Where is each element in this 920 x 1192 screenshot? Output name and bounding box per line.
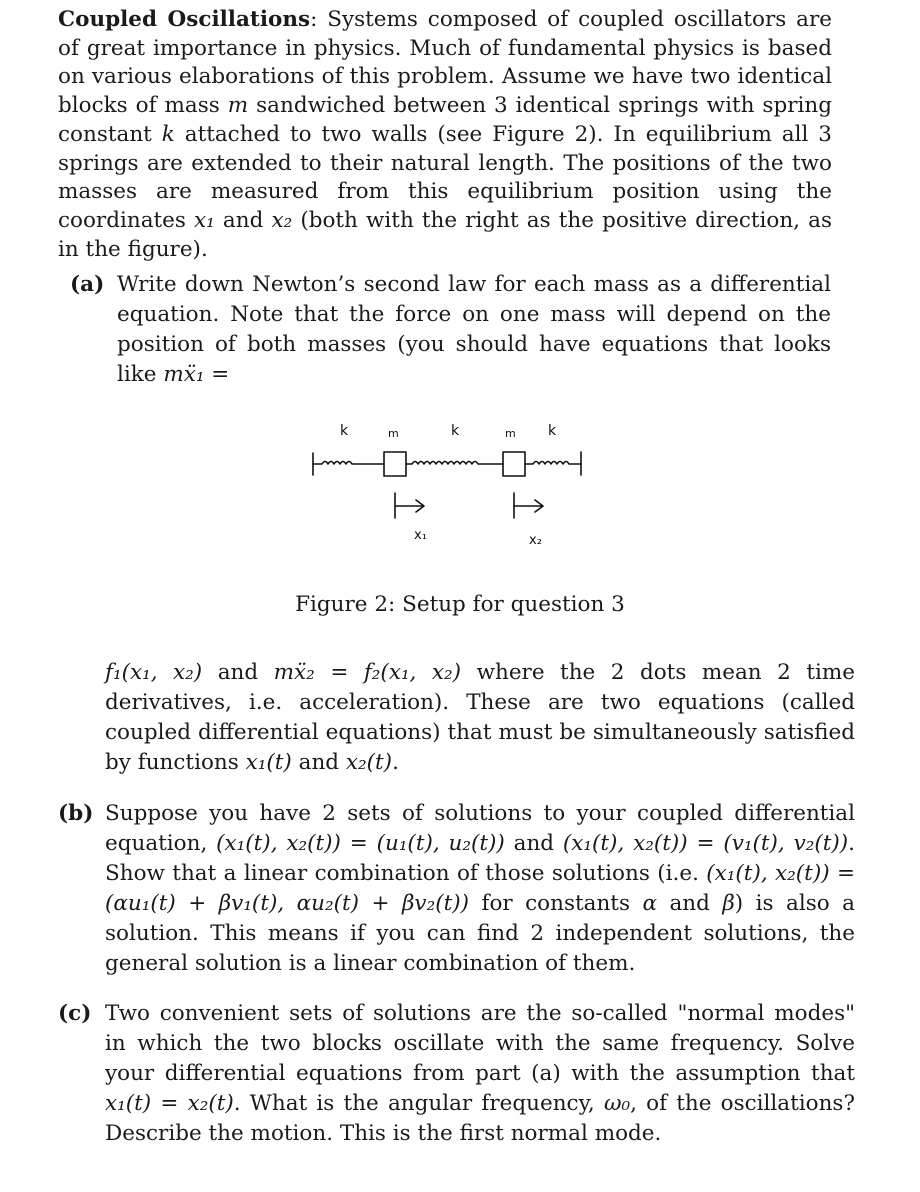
part-b-body: for constants xyxy=(469,891,643,916)
spring-2 xyxy=(406,462,503,465)
part-c-text xyxy=(105,999,855,1149)
block-1 xyxy=(384,452,406,476)
label-x1: x₁ xyxy=(414,528,427,543)
label-m2: m xyxy=(505,427,516,440)
part-b-label: (b) xyxy=(58,801,94,826)
math-x2t: x₂(t) xyxy=(345,750,393,775)
intro-text: (both with the right as the positive direction, as in the figure). xyxy=(58,207,832,262)
part-b-body: ) is also a solution. This means if you can find 2 independent solutions, the general solution is a linear combination of them. xyxy=(105,891,855,976)
math-x1: x₁ xyxy=(194,207,215,233)
part-a-label: (a) xyxy=(70,272,105,297)
math-normal-mode-condition: x₁(t) = x₂(t) xyxy=(105,1091,234,1116)
math-beta: β xyxy=(722,891,735,916)
part-a-text xyxy=(117,270,831,390)
label-m1: m xyxy=(388,427,399,440)
math-x1t: x₁(t) xyxy=(245,750,292,775)
block-2 xyxy=(503,452,525,476)
math-x2: x₂ xyxy=(271,207,293,233)
part-a-body: and xyxy=(291,750,346,775)
section-title: Coupled Oscillations xyxy=(58,7,311,32)
part-c-body: . What is the angular frequency, xyxy=(233,1091,604,1116)
part-b-body: Suppose you have 2 sets of solutions to your coupled differential equation, xyxy=(105,801,855,856)
math-solution-u: (x₁(t), x₂(t)) = (u₁(t), u₂(t)) xyxy=(216,831,505,856)
math-linear-combination: (x₁(t), x₂(t)) = (αu₁(t) + βv₁(t), αu₂(t) + βv₂(t)) xyxy=(105,861,855,916)
intro-text: sandwiched between 3 identical springs with spring constant xyxy=(58,93,832,147)
intro-text: attached to two walls (see Figure 2). In equilibrium all 3 springs are extended to their natural length. The positions of the two masses are measured from this equilibrium position using the coordinates xyxy=(58,121,832,233)
part-a-body: and xyxy=(202,660,274,685)
spring-3 xyxy=(525,462,581,465)
label-k3: k xyxy=(548,423,557,439)
math-k: k xyxy=(161,121,175,147)
part-b-body: and xyxy=(656,891,723,916)
part-a-body: Write down Newton’s second law for each mass as a differential equation. Note that the force on one mass will depend on the position of both masses (you should have equations that looks like xyxy=(117,272,831,387)
math-omega0: ω₀ xyxy=(603,1091,631,1116)
label-k1: k xyxy=(340,423,349,439)
x1-arrow-icon xyxy=(395,500,424,512)
label-x2: x₂ xyxy=(529,533,542,548)
part-a-body: . xyxy=(392,750,399,775)
math-eq2: mẍ₂ = f₂(x₁, x₂) xyxy=(273,660,462,685)
figure-caption: Figure 2: Setup for question 3 xyxy=(295,592,625,617)
part-b-body: and xyxy=(504,831,563,856)
intro-text: and xyxy=(214,207,272,233)
part-a-body: where the 2 dots mean 2 time derivatives, i.e. acceleration). These are two equations (called coupled differential equations) that must be simultaneously satisfied by functions xyxy=(105,660,855,775)
part-b-text xyxy=(105,799,855,979)
label-k2: k xyxy=(451,423,460,439)
math-m: m xyxy=(227,93,249,119)
part-a-continuation xyxy=(105,658,855,778)
intro-paragraph xyxy=(58,6,832,264)
x2-arrow-icon xyxy=(514,500,543,512)
math-eq1: mẍ₁ = xyxy=(163,362,230,387)
math-alpha: α xyxy=(642,891,657,916)
part-c-body: , of the oscillations? Describe the motion. This is the first normal mode. xyxy=(105,1091,855,1146)
part-c-label: (c) xyxy=(58,1001,92,1026)
spring-1 xyxy=(313,462,384,465)
part-c-body: Two convenient sets of solutions are the so-called "normal modes" in which the two blocks oscillate with the same frequency. Solve your differential equations from part (a) with the assumption that xyxy=(105,1001,855,1086)
part-b-body: . Show that a linear combination of those solutions (i.e. xyxy=(105,831,855,886)
intro-text: : Systems composed of coupled oscillators are of great importance in physics. Much of fundamental physics is based on various elaborations of this problem. Assume we have two identical blocks of mass xyxy=(58,7,832,119)
spring-mass-figure xyxy=(300,415,600,550)
math-solution-v: (x₁(t), x₂(t)) = (v₁(t), v₂(t)) xyxy=(562,831,849,856)
math-f1: f₁(x₁, x₂) xyxy=(105,660,203,685)
